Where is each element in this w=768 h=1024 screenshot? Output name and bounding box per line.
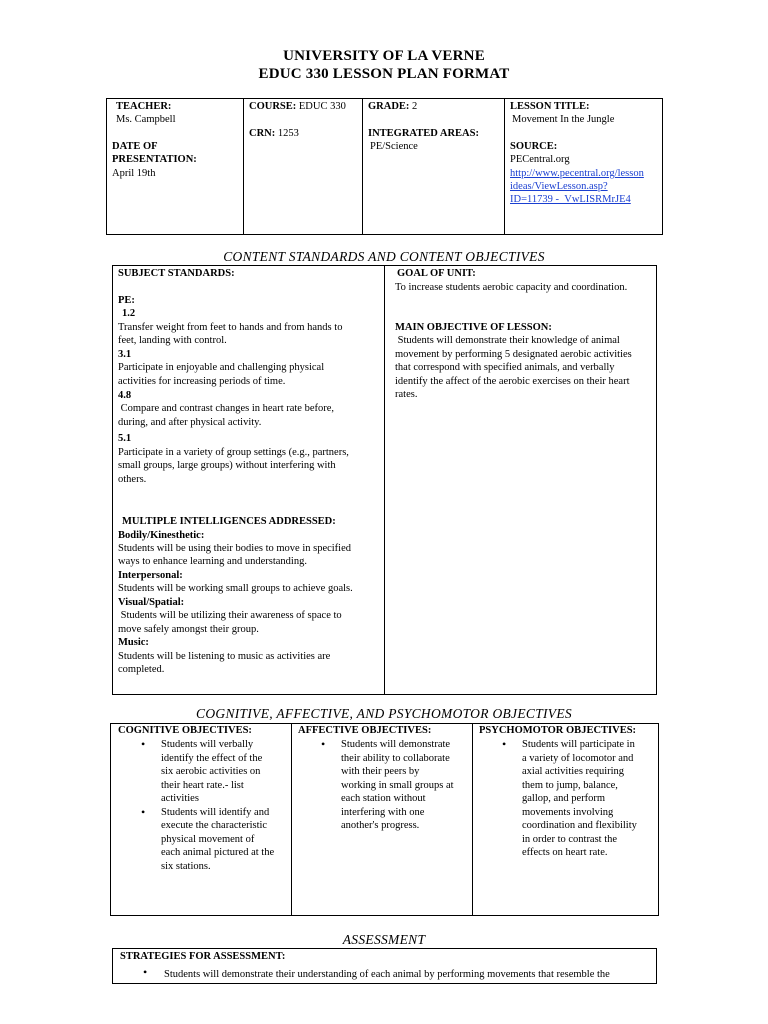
objective-item	[498, 738, 656, 860]
interpersonal-label: Interpersonal:	[118, 570, 183, 581]
assessment-heading: ASSESSMENT	[342, 932, 426, 947]
standard-5-1-number: 5.1	[118, 433, 132, 444]
objective-item	[137, 806, 289, 874]
crn-label: CRN:	[249, 128, 276, 139]
teacher-label: TEACHER:	[116, 101, 172, 112]
main-objective-line-2: movement by performing 5 designated aerobic activities	[395, 349, 632, 360]
objective-line: another's progress.	[341, 820, 420, 831]
main-objective-label: MAIN OBJECTIVE OF LESSON:	[395, 322, 552, 333]
objective-line: coordination and flexibility	[522, 820, 637, 831]
objective-line: movements involving	[522, 806, 614, 818]
standard-5-1-line-3: others.	[118, 474, 147, 485]
standard-4-8-line-2: during, and after physical activity.	[118, 417, 262, 428]
main-objective-line-3: that correspond with specified animals, and verbally	[395, 362, 615, 373]
objective-line: them to jump, balance,	[522, 779, 618, 791]
info-divider-3	[504, 98, 505, 235]
objective-line: with their peers by	[341, 766, 420, 777]
integrated-areas-label: INTEGRATED AREAS:	[368, 128, 479, 139]
objectives-divider-1	[291, 723, 292, 916]
teacher-value: Ms. Campbell	[116, 114, 176, 125]
standard-3-1-number: 3.1	[118, 349, 132, 360]
standard-1-2-line-1: Transfer weight from feet to hands and from hands to	[118, 322, 343, 333]
date-value: April 19th	[112, 168, 156, 179]
cognitive-objectives-list	[137, 738, 289, 873]
content-standards-divider	[384, 265, 385, 695]
goal-of-unit-label: GOAL OF UNIT:	[397, 268, 476, 279]
objective-line: their heart rate.- list	[161, 779, 244, 791]
integrated-areas-value: PE/Science	[370, 141, 418, 152]
affective-objectives-list	[317, 738, 469, 833]
source-label: SOURCE:	[510, 141, 558, 152]
objective-line: effects on heart rate.	[522, 847, 608, 858]
date-label-1: DATE OF	[112, 141, 158, 152]
info-divider-2	[362, 98, 363, 235]
objective-line: each animal pictured at the	[161, 847, 275, 858]
lesson-title-value: Movement In the Jungle	[512, 114, 615, 125]
lesson-plan-format-title: EDUC 330 LESSON PLAN FORMAT	[258, 66, 510, 82]
objective-line: in order to contrast the	[522, 833, 618, 845]
objective-line: their ability to collaborate	[341, 752, 450, 764]
standard-1-2-line-2: feet, landing with control.	[118, 335, 227, 346]
bodily-kinesthetic-line-1: Students will be using their bodies to move in specified	[118, 543, 352, 554]
main-objective-line-4: identify the affect of the aerobic exercises on their heart	[395, 376, 630, 387]
objective-line: • Students will verbally	[161, 739, 254, 750]
assessment-item-1: Students will demonstrate their understanding of each animal by performing movements that resemble the	[164, 969, 610, 980]
standard-4-8-number: 4.8	[118, 390, 132, 401]
course-label: COURSE:	[249, 101, 297, 112]
subject-standards-label: SUBJECT STANDARDS:	[118, 268, 235, 279]
objectives-divider-2	[472, 723, 473, 916]
standard-5-1-line-1: Participate in a variety of group settings (e.g., partners,	[118, 447, 349, 458]
objective-line: six stations.	[161, 860, 211, 872]
strategies-label: STRATEGIES FOR ASSESSMENT:	[120, 951, 286, 962]
standard-1-2-number: 1.2	[122, 308, 136, 319]
assessment-bullet: •	[143, 965, 148, 979]
objective-line: activities	[161, 793, 199, 804]
objective-line: execute the characteristic	[161, 820, 268, 831]
date-label-2: PRESENTATION:	[112, 154, 197, 165]
objective-line: identify the effect of the	[161, 752, 263, 764]
objective-line: each station without	[341, 793, 426, 804]
affective-objectives-label: AFFECTIVE OBJECTIVES:	[298, 725, 432, 736]
main-objective-line-5: rates.	[395, 389, 418, 400]
pe-label: PE:	[118, 295, 135, 306]
objective-line: gallop, and perform	[522, 793, 606, 804]
source-link-line-2[interactable]: ideas/ViewLesson.asp?	[510, 181, 608, 192]
psychomotor-objectives-label: PSYCHOMOTOR OBJECTIVES:	[479, 725, 637, 736]
music-line-1: Students will be listening to music as activities are	[118, 651, 331, 662]
objectives-heading: COGNITIVE, AFFECTIVE, AND PSYCHOMOTOR OBJECTIVES	[196, 706, 572, 721]
objective-line: axial activities requiring	[522, 766, 625, 777]
objective-item	[137, 738, 289, 806]
crn-field	[249, 127, 299, 141]
objective-line: • Students will identify and	[161, 806, 270, 818]
goal-of-unit-text: To increase students aerobic capacity and coordination.	[395, 282, 628, 293]
course-field	[249, 100, 346, 114]
grade-field	[368, 100, 417, 114]
grade-label: GRADE:	[368, 101, 410, 112]
objective-line: six aerobic activities on	[161, 766, 261, 777]
visual-spatial-line-1: Students will be utilizing their awareness of space to	[118, 610, 342, 621]
psychomotor-objectives-list	[498, 738, 656, 860]
main-objective-line-1: Students will demonstrate their knowledge of animal	[395, 335, 620, 346]
source-link-line-1[interactable]: http://www.pecentral.org/lesson	[510, 168, 644, 179]
lesson-title-label: LESSON TITLE:	[510, 101, 590, 112]
standard-3-1-line-2: activities for increasing periods of time.	[118, 376, 286, 387]
objective-item	[317, 738, 469, 833]
music-line-2: completed.	[118, 664, 165, 675]
objective-line: • Students will participate in	[522, 739, 635, 750]
visual-spatial-label: Visual/Spatial:	[118, 597, 185, 608]
source-value: PECentral.org	[510, 154, 570, 165]
music-label: Music:	[118, 637, 149, 648]
objective-line: working in small groups at	[341, 779, 454, 791]
visual-spatial-line-2: move safely amongst their group.	[118, 624, 259, 635]
course-value: EDUC 330	[298, 101, 346, 112]
content-standards-heading: CONTENT STANDARDS AND CONTENT OBJECTIVES	[223, 249, 545, 264]
objective-line: physical movement of	[161, 833, 255, 845]
multiple-intelligences-label: MULTIPLE INTELLIGENCES ADDRESSED:	[122, 516, 336, 527]
bodily-kinesthetic-label: Bodily/Kinesthetic:	[118, 530, 205, 541]
cognitive-objectives-label: COGNITIVE OBJECTIVES:	[118, 725, 252, 736]
standard-5-1-line-2: small groups, large groups) without interfering with	[118, 460, 336, 471]
university-title: UNIVERSITY OF LA VERNE	[283, 48, 485, 64]
standard-3-1-line-1: Participate in enjoyable and challenging physical	[118, 362, 325, 373]
objective-line: a variety of locomotor and	[522, 752, 634, 764]
info-divider-1	[243, 98, 244, 235]
crn-value: 1253	[277, 128, 299, 139]
objective-line: • Students will demonstrate	[341, 739, 451, 750]
bodily-kinesthetic-line-2: ways to enhance learning and understanding.	[118, 556, 307, 567]
standard-4-8-line-1: Compare and contrast changes in heart rate before,	[118, 403, 335, 414]
grade-value: 2	[412, 101, 418, 112]
interpersonal-line-1: Students will be working small groups to achieve goals.	[118, 583, 353, 594]
objective-line: interfering with one	[341, 806, 425, 818]
source-link-line-3[interactable]: ID=11739 -_VwLISRMrJE4	[510, 194, 631, 205]
